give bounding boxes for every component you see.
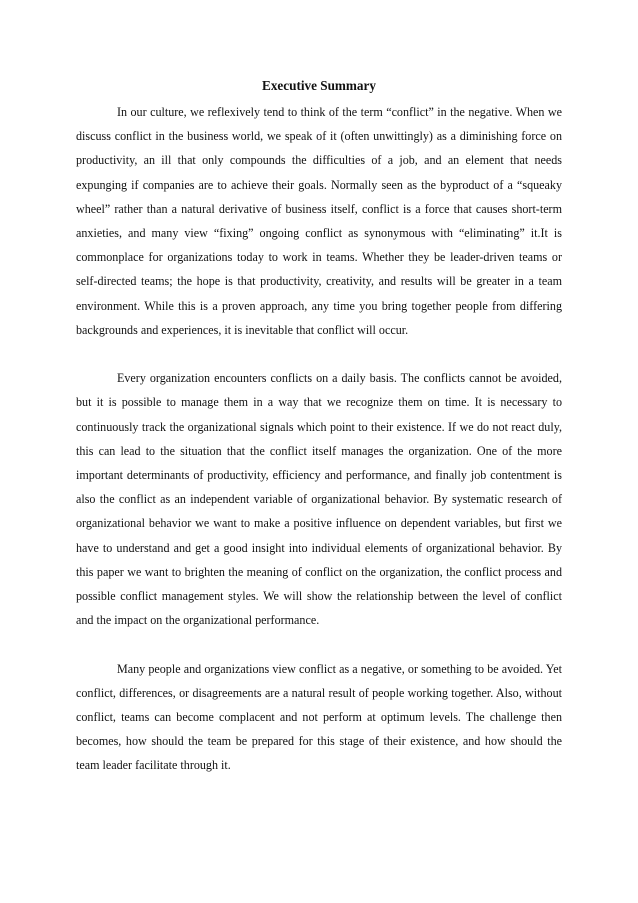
paragraph-1: In our culture, we reflexively tend to think of the term “conflict” in the negative. When we discuss conflict in the business world, we speak of it (often unwittingly) as a diminishing force on productivity, an ill that only compounds the difficulties of a job, and an element that needs expunging if companies are to achieve their goals. Normally seen as the byproduct of a “squeaky wheel” rather than a natural derivative of business itself, conflict is a force that causes short-term anxieties, and many view “fixing” ongoing conflict as synonymous with “eliminating” it.It is commonplace for organizations today to work in teams. Whether they be leader-driven teams or self-directed teams; the hope is that productivity, creativity, and results will be greater in a team environment. While this is a proven approach, any time you bring together people from differing backgrounds and experiences, it is inevitable that conflict will occur. (76, 105, 562, 337)
document-title: Executive Summary (262, 78, 376, 93)
document-body (76, 73, 562, 778)
paragraph-spacer (76, 632, 562, 656)
paragraph-2: Every organization encounters conflicts on a daily basis. The conflicts cannot be avoided, but it is possible to manage them in a way that we recognize them on time. It is necessary to continuously track the organizational signals which point to their existence. If we do not react duly, this can lead to the situation that the conflict itself manages the organization. One of the more important determinants of productivity, efficiency and performance, and finally job contentment is also the conflict as an independent variable of organizational behavior. By systematic research of organizational behavior we want to make a positive influence on dependent variables, but first we have to understand and get a good insight into individual elements of organizational behavior. By this paper we want to brighten the meaning of conflict on the organization, the conflict process and possible conflict management styles. We will show the relationship between the level of conflict and the impact on the organizational performance. (76, 371, 562, 628)
paragraph-3: Many people and organizations view conflict as a negative, or something to be avoided. Yet conflict, differences, or disagreements are a natural result of people working together. Also, without conflict, teams can become complacent and not perform at optimum levels. The challenge then becomes, how should the team be prepared for this stage of their existence, and how should the team leader facilitate through it. (76, 661, 562, 773)
paragraph-spacer (76, 342, 562, 366)
